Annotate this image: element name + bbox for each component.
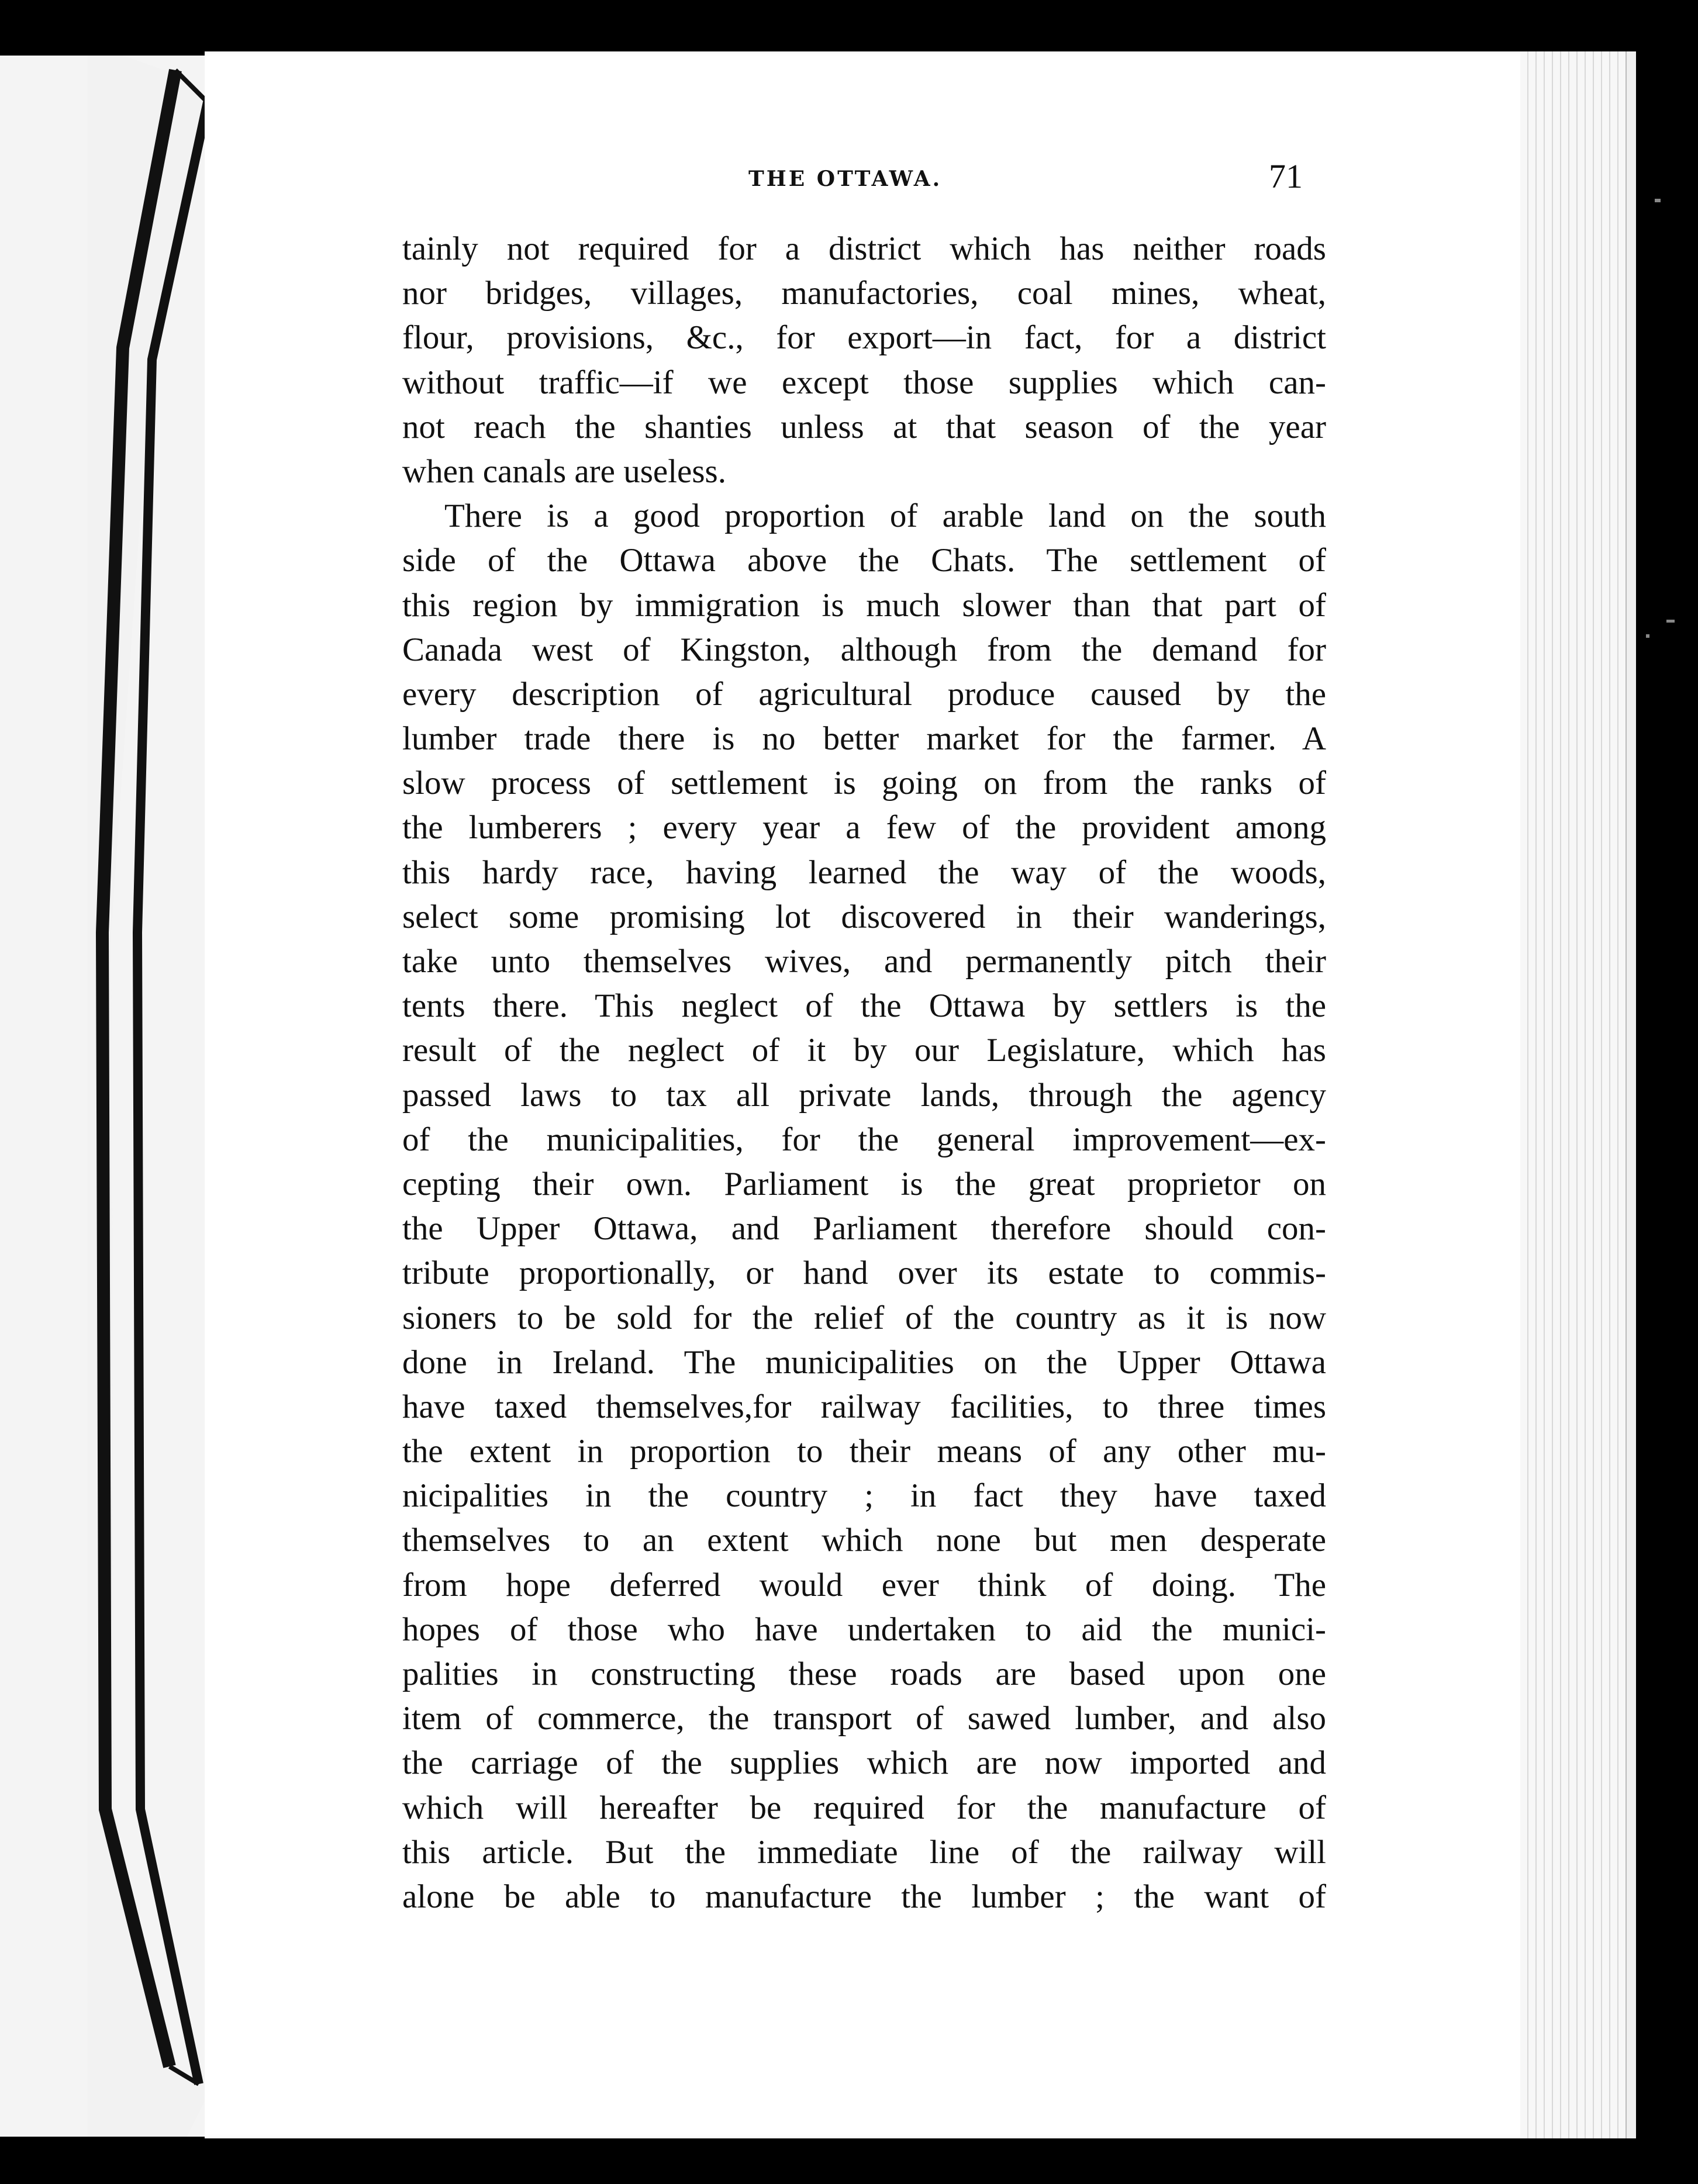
page-edge-stack <box>1520 51 1631 2138</box>
text-line: sioners to be sold for the relief of the country as it is now <box>402 1299 1326 1336</box>
running-title: THE OTTAWA. <box>748 167 943 191</box>
text-line: tents there. This neglect of the Ottawa by settlers is the <box>402 987 1326 1025</box>
text-line: lumber trade there is no better market for the farmer. A <box>402 720 1326 758</box>
text-line: side of the Ottawa above the Chats. The settlement of <box>402 542 1326 579</box>
text-line: this article. But the immediate line of the railway will <box>402 1833 1326 1871</box>
text-line: nor bridges, villages, manufactories, coal mines, wheat, <box>402 275 1326 312</box>
text-line: item of commerce, the transport of sawed lumber, and also <box>402 1700 1326 1737</box>
scan-speck <box>1666 620 1675 623</box>
text-line: this region by immigration is much slower than that part of <box>402 586 1326 624</box>
text-line: flour, provisions, &c., for export—in fact, for a district <box>402 319 1326 357</box>
text-line: every description of agricultural produce caused by the <box>402 675 1326 713</box>
text-line: tainly not required for a district which has neither roads <box>402 230 1326 267</box>
text-line: the lumberers ; every year a few of the provident among <box>402 809 1326 846</box>
text-line: which will hereafter be required for the manufacture of <box>402 1789 1326 1826</box>
text-line: themselves to an extent which none but men desperate <box>402 1522 1326 1559</box>
text-line: done in Ireland. The municipalities on the Upper Ottawa <box>402 1343 1326 1381</box>
text-line: of the municipalities, for the general improvement—ex- <box>402 1121 1326 1158</box>
text-line: without traffic—if we except those supplies which can- <box>402 364 1326 401</box>
text-line: the carriage of the supplies which are now imported and <box>402 1744 1326 1782</box>
text-line: alone be able to manufacture the lumber ; the want of <box>402 1878 1326 1915</box>
text-line: cepting their own. Parliament is the great proprietor on <box>402 1165 1326 1202</box>
text-line: the extent in proportion to their means of any other mu- <box>402 1433 1326 1470</box>
body-text <box>402 227 1326 1919</box>
text-line: select some promising lot discovered in their wanderings, <box>402 898 1326 935</box>
text-line: Canada west of Kingston, although from the demand for <box>402 631 1326 668</box>
text-line: palities in constructing these roads are based upon one <box>402 1656 1326 1692</box>
text-line: result of the neglect of it by our Legislature, which has <box>402 1032 1326 1069</box>
text-line: passed laws to tax all private lands, through the agency <box>402 1076 1326 1114</box>
page-edge-outer <box>1625 51 1636 2138</box>
text-line: take unto themselves wives, and permanently pitch their <box>402 943 1326 980</box>
page-number: 71 <box>1269 157 1303 195</box>
text-line: nicipalities in the country ; in fact they have taxed <box>402 1477 1326 1515</box>
scan-speck <box>1655 199 1661 202</box>
text-line: not reach the shanties unless at that season of the year <box>402 408 1326 445</box>
text-line: this hardy race, having learned the way of the woods, <box>402 853 1326 891</box>
text-line: slow process of settlement is going on from the ranks of <box>402 765 1326 802</box>
text-line: There is a good proportion of arable land on the south <box>444 497 1326 535</box>
text-line: the Upper Ottawa, and Parliament therefore should con- <box>402 1210 1326 1247</box>
text-line: when canals are useless. <box>402 452 726 490</box>
text-line: have taxed themselves,for railway facilities, to three times <box>402 1388 1326 1425</box>
text-line: tribute proportionally, or hand over its estate to commis- <box>402 1255 1326 1292</box>
scan-speck <box>1646 634 1649 638</box>
text-line: hopes of those who have undertaken to aid the munici- <box>402 1611 1326 1648</box>
text-line: from hope deferred would ever think of doing. The <box>402 1566 1326 1604</box>
